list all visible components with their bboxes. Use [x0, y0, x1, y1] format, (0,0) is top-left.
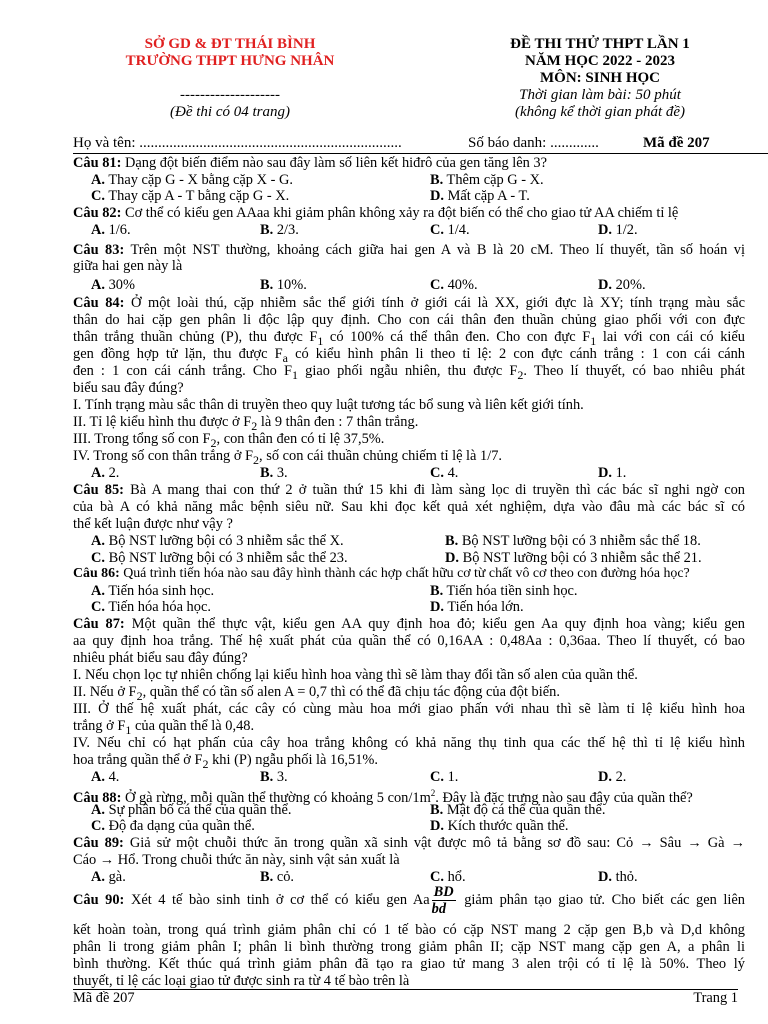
- q81-option-a[interactable]: A. Thay cặp G - X bằng cặp X - G.: [91, 172, 293, 188]
- q88-option-d[interactable]: D. Kích thước quần thể.: [430, 818, 569, 834]
- question-85-line3: thể kết luận được như vậy ?: [73, 516, 233, 532]
- q87-statement-1: I. Nếu chọn lọc tự nhiên chống lại kiểu hình hoa vàng thì sẽ làm thay đổi tần số alen của quần thể.: [73, 667, 638, 683]
- q87-statement-3: III. Ở thế hệ xuất phát, các cây có cùng màu hoa mới giao phấn với nhau thì sẽ làm tỉ lệ kiểu hình hoa: [73, 701, 745, 717]
- q88-option-a[interactable]: A. Sự phân bố cá thể của quần thể.: [91, 802, 292, 818]
- footer-divider: [73, 989, 738, 990]
- question-86: Câu 86: Quá trình tiến hóa nào sau đây hình thành các hợp chất hữu cơ từ chất vô cơ theo con đường hóa học?: [73, 566, 690, 581]
- pages-note: (Đề thi có 04 trang): [170, 104, 290, 120]
- question-82: Câu 82: Cơ thể có kiểu gen AAaa khi giảm phân không xảy ra đột biến có thể cho giao tử AA chiếm tỉ lệ: [73, 205, 679, 221]
- question-84-line5: đen : 1 con cái cánh trắng. Cho $F_1$ giao phối ngẫu nhiên, thu được $F_2$. Theo lí thuyết, có bao nhiêu phát: [73, 363, 745, 382]
- question-81: Câu 81: Dạng đột biến điểm nào sau đây làm số liên kết hiđrô của gen tăng lên 3?: [73, 155, 547, 171]
- question-83-cont: giữa hai gen này là: [73, 258, 183, 274]
- question-88: Câu 88: Ở gà rừng, mỗi quần thể thường có khoảng 5 con/$1m^2$. Đây là đặc trưng nào sau đây của quần thể?: [73, 788, 693, 806]
- question-84-line2: thân do hai cặp gen phân li độc lập quy định. Cho con cái thân đen thuần chủng giao phối với con đực: [73, 312, 745, 328]
- q84-option-b[interactable]: B. 3.: [260, 465, 288, 481]
- q87-option-a[interactable]: A. 4.: [91, 769, 120, 785]
- exam-title: ĐỀ THI THỬ THPT LẦN 1: [510, 36, 690, 52]
- header-right: [440, 36, 760, 121]
- q87-statement-4-cont: hoa trắng quần thể ở $F_2$ khi (P) ngẫu phối là 16,51%.: [73, 752, 378, 771]
- q89-option-a[interactable]: A. gà.: [91, 869, 126, 885]
- q86-option-b[interactable]: B. Tiến hóa tiền sinh học.: [430, 583, 578, 599]
- question-85: Câu 85: Bà A mang thai con thứ 2 ở tuần thứ 15 khi đi làm sàng lọc di truyền thì các bác sĩ nghi ngờ con: [73, 482, 745, 498]
- question-90-line5: thuyết, tỉ lệ các loại giao tử được sinh ra từ 4 tế bào trên là: [73, 973, 410, 989]
- q84-statement-3: III. Trong tổng số con $F_2$, con thân đen có tỉ lệ 37,5%.: [73, 431, 385, 450]
- q88-option-b[interactable]: B. Mật độ cá thể của quần thể.: [430, 802, 606, 818]
- question-89: Câu 89: Giả sử một chuỗi thức ăn trong quần xã sinh vật được mô tả bằng sơ đồ sau: Cỏ → Sâu → Gà →: [73, 835, 745, 851]
- q85-option-a[interactable]: A. Bộ NST lưỡng bội có 3 nhiễm sắc thể X.: [91, 533, 344, 549]
- footer-exam-code: Mã đề 207: [73, 990, 135, 1006]
- question-90-line2: kết hoàn toàn, trong quá trình giảm phân chỉ có 1 tế bào có cặp NST mang 2 cặp gen B,b và D,d không: [73, 922, 745, 938]
- question-85-line2: của bà A có khả năng mắc bệnh siêu nữ. Sau khi đọc kết quả xét nghiệm, dựa vào đâu mà các bác sĩ có: [73, 499, 745, 515]
- school-name: TRƯỜNG THPT HƯNG NHÂN: [125, 53, 335, 69]
- genotype-fraction: $\frac{BD}{bd}$: [431, 884, 454, 918]
- department-name: SỞ GD & ĐT THÁI BÌNH: [144, 36, 316, 52]
- q87-statement-3-cont: trắng ở $F_1$ của quần thể là 0,48.: [73, 718, 255, 737]
- q83-option-b[interactable]: B. 10%.: [260, 277, 307, 293]
- q81-option-b[interactable]: B. Thêm cặp G - X.: [430, 172, 544, 188]
- candidate-name-field[interactable]: Họ và tên: ......................................................................: [73, 135, 402, 151]
- footer-page-number: Trang 1: [693, 990, 738, 1006]
- question-84: Câu 84: Ở một loài thú, cặp nhiễm sắc thể giới tính ở giới cái là XX, giới đực là XY; tính trạng màu sắc: [73, 295, 745, 311]
- q84-option-c[interactable]: C. 4.: [430, 465, 459, 481]
- q84-statement-2: II. Tỉ lệ kiểu hình thu được ở $F_2$ là 9 thân đen : 7 thân trắng.: [73, 414, 419, 433]
- question-84-line4: gen đồng hợp tử lặn, thu được $F_a$ có kiểu hình phân li theo tỉ lệ: 2 con đực cánh trắng : 1 con cái cánh: [73, 346, 745, 365]
- question-87-line2: aa quy định hoa trắng. Thế hệ xuất phát của quần thể có 0,16AA : 0,48Aa : 0,36aa. Theo lí thuyết, có bao: [73, 633, 745, 649]
- q82-option-a[interactable]: A. 1/6.: [91, 222, 131, 238]
- q87-option-d[interactable]: D. 2.: [598, 769, 627, 785]
- q84-option-d[interactable]: D. 1.: [598, 465, 627, 481]
- q85-option-d[interactable]: D. Bộ NST lưỡng bội có 3 nhiễm sắc thể 21.: [445, 550, 702, 566]
- question-87: Câu 87: Một quần thể thực vật, kiểu gen AA quy định hoa đỏ; kiểu gen Aa quy định hoa vàng; kiểu gen: [73, 616, 746, 632]
- q83-option-a[interactable]: A. 30%: [91, 277, 135, 293]
- question-87-line3: nhiêu phát biểu sau đây đúng?: [73, 650, 248, 666]
- question-90-line4: bình thường. Kết thúc quá trình giảm phân đã tạo ra giao tử mang 3 alen trội có tỉ lệ là 50%. Theo lý: [73, 956, 745, 972]
- question-90-line3: phân li trong giảm phân I; phân li bình thường trong giảm phân II; cặp NST mang cặp gen A, a phân li: [73, 939, 745, 955]
- q89-option-d[interactable]: D. thỏ.: [598, 869, 638, 885]
- q89-option-b[interactable]: B. cỏ.: [260, 869, 294, 885]
- q88-option-c[interactable]: C. Độ đa dạng của quần thể.: [91, 818, 255, 834]
- school-year: NĂM HỌC 2022 - 2023: [525, 53, 675, 69]
- q82-option-d[interactable]: D. 1/2.: [598, 222, 638, 238]
- exam-time: Thời gian làm bài: 50 phút: [519, 87, 681, 103]
- q87-statement-2: II. Nếu ở $F_2$, quần thể có tần số alen A = 0,7 thì có thể đã chịu tác động của đột biến.: [73, 684, 560, 703]
- q83-option-c[interactable]: C. 40%.: [430, 277, 478, 293]
- q83-option-d[interactable]: D. 20%.: [598, 277, 646, 293]
- q84-option-a[interactable]: A. 2.: [91, 465, 120, 481]
- q86-option-d[interactable]: D. Tiến hóa lớn.: [430, 599, 524, 615]
- candidate-number-field[interactable]: Số báo danh: .............: [468, 135, 599, 151]
- q85-option-b[interactable]: B. Bộ NST lưỡng bội có 3 nhiễm sắc thể 18.: [445, 533, 701, 549]
- q81-option-c[interactable]: C. Thay cặp A - T bằng cặp G - X.: [91, 188, 290, 204]
- q82-option-b[interactable]: B. 2/3.: [260, 222, 299, 238]
- question-83: Câu 83: Trên một NST thường, khoảng cách giữa hai gen A và B là 20 cM. Theo lí thuyết, tần số hoán vị: [73, 242, 745, 258]
- question-84-line6: biểu sau đây đúng?: [73, 380, 184, 396]
- header-left: [70, 36, 390, 121]
- question-84-line3: thân trắng thuần chủng (P), thu được $F_1$ có 100% cá thể thân đen. Cho con đực $F_1$ lai với con cái có kiểu: [73, 329, 746, 348]
- q87-statement-4: IV. Nếu chỉ có hạt phấn của cây hoa trắng không có khả năng thụ tinh qua các thế hệ thì tỉ lệ kiểu hình: [73, 735, 745, 751]
- q85-option-c[interactable]: C. Bộ NST lưỡng bội có 3 nhiễm sắc thể 23.: [91, 550, 348, 566]
- q82-option-c[interactable]: C. 1/4.: [430, 222, 470, 238]
- header-dashes: --------------------: [180, 87, 280, 103]
- header-divider: [73, 153, 768, 154]
- q89-option-c[interactable]: C. hổ.: [430, 869, 466, 885]
- q87-option-b[interactable]: B. 3.: [260, 769, 288, 785]
- q86-option-a[interactable]: A. Tiến hóa sinh học.: [91, 583, 215, 599]
- q81-option-d[interactable]: D. Mất cặp A - T.: [430, 188, 530, 204]
- question-90: Câu 90: Xét 4 tế bào sinh tinh ở cơ thể có kiểu gen Aa $\frac{BD}{bd}$ giảm phân tạo giao tử. Cho biết các gen liên: [73, 884, 745, 918]
- q84-statement-4: IV. Trong số con thân trắng ở $F_2$, số con cái thuần chủng chiếm tỉ lệ là 1/7.: [73, 448, 503, 467]
- exam-code: Mã đề 207: [643, 135, 710, 151]
- subject: MÔN: SINH HỌC: [540, 70, 660, 86]
- q84-statement-1: I. Tính trạng màu sắc thân di truyền theo quy luật tương tác bổ sung và liên kết giới tính.: [73, 397, 584, 413]
- question-89-line2: Cáo → Hổ. Trong chuỗi thức ăn này, sinh vật sản xuất là: [73, 852, 400, 868]
- q86-option-c[interactable]: C. Tiến hóa hóa học.: [91, 599, 211, 615]
- exam-time-note: (không kể thời gian phát đề): [514, 104, 686, 120]
- q87-option-c[interactable]: C. 1.: [430, 769, 459, 785]
